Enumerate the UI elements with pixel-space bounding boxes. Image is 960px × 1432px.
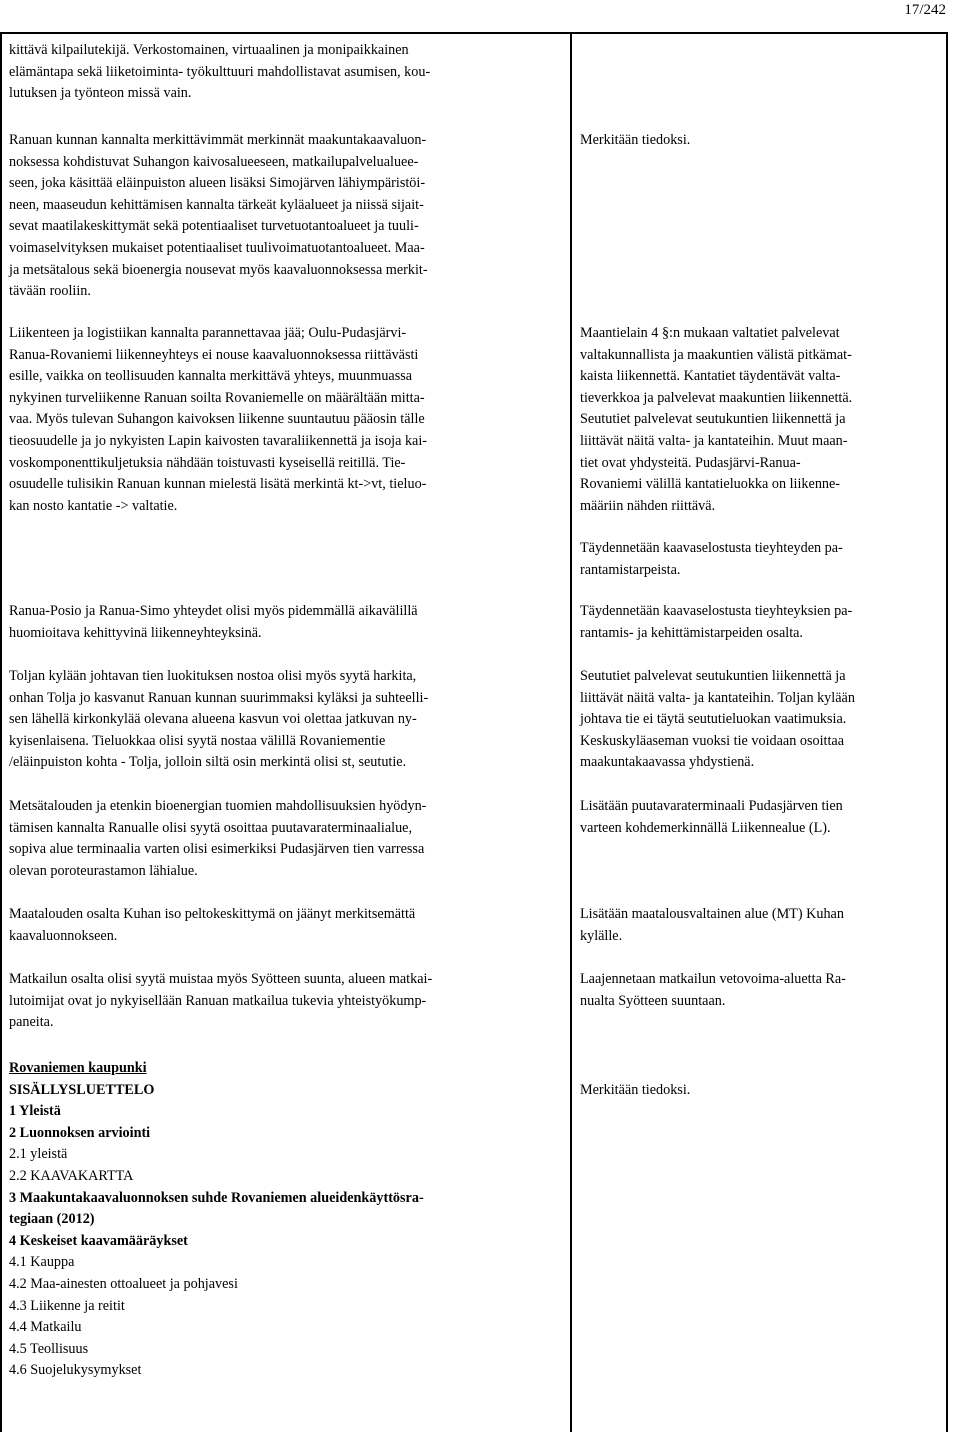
text-line: Lisätään puutavaraterminaali Pudasjärven tien (580, 798, 843, 814)
toc-item: 2.1 yleistä (9, 1146, 68, 1163)
text-line: nualta Syötteen suuntaan. (580, 992, 726, 1009)
toc-item: 4.1 Kauppa (9, 1254, 75, 1271)
text-line: Maantielain 4 §:n mukaan valtatiet palvelevat (580, 325, 840, 341)
column-divider (570, 32, 572, 1432)
text-line: olevan poroteurastamon lähialue. (9, 862, 198, 879)
text-line: tiet ovat yhdysteitä. Pudasjärvi-Ranua- (580, 454, 801, 471)
toc-item: 2 Luonnoksen arviointi (9, 1124, 151, 1141)
text-line: osuudelle tulisikin Ranuan kunnan mielestä lisätä merkintä kt->vt, tieluo- (9, 476, 427, 493)
text-line: kyisenlaisena. Tieluokkaa olisi syytä nostaa välillä Rovaniementie (9, 732, 386, 749)
text-line: onhan Tolja jo kasvanut Ranuan kunnan suurimmaksi kyläksi ja suhteelli- (9, 689, 429, 706)
row-3-left (9, 601, 564, 644)
text-line: valtakunnallista ja maakuntien välistä pitkämat- (580, 346, 852, 363)
text-line: kaista liikennettä. Kantatiet täydentävät valta- (580, 368, 841, 385)
text-line: varteen kohdemerkinnällä Liikennealue (L). (580, 819, 831, 836)
toc-heading: SISÄLLYSLUETTELO (9, 1081, 155, 1098)
text-line: Ranua-Posio ja Ranua-Simo yhteydet olisi myös pidemmällä aikavälillä (9, 603, 418, 619)
text-line: nykyinen turveliikenne Ranuan soilta Rovaniemelle on määrältään mitta- (9, 389, 425, 406)
toc-item: 4.6 Suojelukysymykset (9, 1362, 142, 1379)
text-line: Ranuan kunnan kannalta merkittävimmät merkinnät maakuntakaavaluon- (9, 132, 427, 148)
text-line: esille, vaikka on teollisuuden kannalta merkittävä yhteys, muunmuassa (9, 368, 413, 385)
text-line: ja metsätalous sekä bioenergia nousevat myös kaavaluonnoksessa merkit- (9, 261, 428, 278)
text-line: Merkitään tiedoksi. (580, 132, 691, 148)
text-line: voskomponenttikuljetuksia nähdään toistuvasti kyseisellä reitillä. Tie- (9, 454, 406, 471)
text-line: lutoimijat ovat jo nykyisellään Ranuan matkailua tukevia yhteistyökump- (9, 992, 427, 1009)
toc-city-title: Rovaniemen kaupunki (9, 1060, 147, 1076)
text-line: lutuksen ja työnteon missä vain. (9, 85, 192, 102)
row-6-left (9, 904, 564, 947)
text-line: tieverkkoa ja palvelevat maakuntien liikennettä. (580, 389, 853, 406)
toc-item: 2.2 KAAVAKARTTA (9, 1167, 134, 1184)
row-2-right-extra (580, 538, 945, 581)
text-line: Merkitään tiedoksi. (580, 1082, 691, 1098)
text-line: johtava tie ei täytä seututieluokan vaatimuksia. (580, 711, 847, 728)
row-4-right (580, 666, 945, 774)
row-0-left (9, 40, 564, 105)
row-6-right (580, 904, 945, 947)
text-line: voimaselvityksen mukaiset potentiaaliset tuulivoimatuotantoalueet. Maa- (9, 239, 425, 256)
toc-right (580, 1080, 945, 1102)
text-line: Laajennetaan matkailun vetovoima-aluetta Ra- (580, 971, 846, 987)
row-3-right (580, 601, 945, 644)
row-5-left (9, 796, 564, 882)
text-line: paneita. (9, 1014, 54, 1031)
text-line: liittävät näitä valta- ja kantateihin. Muut maan- (580, 432, 848, 449)
text-line: /eläinpuiston kohta - Tolja, jolloin siltä osin merkintä olisi st, seututie. (9, 754, 407, 771)
text-line: rantamistarpeista. (580, 561, 681, 578)
toc-item: 4.3 Liikenne ja reitit (9, 1297, 125, 1314)
text-line: kaavaluonnokseen. (9, 927, 118, 944)
row-7-right (580, 969, 945, 1012)
text-line: vaa. Myös tulevan Suhangon kaivoksen liikenne suuntautuu pääosin tälle (9, 411, 425, 428)
text-line: elämäntapa sekä liiketoiminta- työkulttuuri mahdollistavat asumisen, kou- (9, 63, 431, 80)
text-line: Liikenteen ja logistiikan kannalta parannettavaa jää; Oulu-Pudasjärvi- (9, 325, 407, 341)
text-line: Ranua-Rovaniemi liikenneyhteys ei nouse kaavaluonnoksessa riittävästi (9, 346, 419, 363)
text-line: seen, joka käsittää eläinpuiston alueen lisäksi Simojärven lähiympäristöi- (9, 175, 426, 192)
text-line: noksessa kohdistuvat Suhangon kaivosalueeseen, matkailupalvelualuee- (9, 153, 419, 170)
text-line: Keskuskyläaseman vuoksi tie voidaan osoittaa (580, 732, 844, 749)
text-line: Täydennetään kaavaselostusta tieyhteyksien pa- (580, 603, 853, 619)
text-line: maakuntakaavassa yhdystienä. (580, 754, 755, 771)
text-line: neen, maaseudun kehittämisen kannalta tärkeät kyläalueet ja niissä sijait- (9, 196, 424, 213)
text-line: liittävät näitä valta- ja kantateihin. Toljan kylään (580, 689, 855, 706)
toc-block (9, 1058, 564, 1382)
row-1-left (9, 130, 564, 303)
text-line: sen lähellä kirkonkylää olevana alueena kasvun voi olettaa jatkuvan ny- (9, 711, 417, 728)
toc-item: 4.5 Teollisuus (9, 1340, 89, 1357)
text-line: määriin nähden riittävä. (580, 497, 716, 514)
row-4-left (9, 666, 564, 774)
text-line: Metsätalouden ja etenkin bioenergian tuomien mahdollisuuksien hyödyn- (9, 798, 427, 814)
row-2-left (9, 323, 564, 517)
text-line: Seututiet palvelevat seutukuntien liikennettä ja (580, 411, 846, 428)
text-line: kittävä kilpailutekijä. Verkostomainen, virtuaalinen ja monipaikkainen (9, 42, 409, 58)
text-line: sopiva alue terminaalia varten olisi esimerkiksi Pudasjärven tien varressa (9, 841, 425, 858)
toc-item: 4.4 Matkailu (9, 1319, 82, 1336)
row-1-right (580, 130, 945, 152)
text-line: Lisätään maatalousvaltainen alue (MT) Kuhan (580, 906, 844, 922)
text-line: sevat maatilakeskittymät sekä potentiaaliset turvetuotantoalueet ja tuuli- (9, 218, 419, 235)
row-5-right (580, 796, 945, 839)
text-line: Seututiet palvelevat seutukuntien liikennettä ja (580, 668, 846, 684)
row-2-right (580, 323, 945, 517)
toc-item: tegiaan (2012) (9, 1211, 95, 1228)
text-line: tieosuudelle ja jo nykyisten Lapin kaivosten tavaraliikennettä ja isoja kai- (9, 432, 428, 449)
toc-item: 4.2 Maa-ainesten ottoalueet ja pohjavesi (9, 1275, 238, 1292)
text-line: kylälle. (580, 927, 623, 944)
toc-item: 3 Maakuntakaavaluonnoksen suhde Rovaniemen alueidenkäyttösra- (9, 1189, 424, 1206)
text-line: tävään rooliin. (9, 283, 91, 300)
text-line: Maatalouden osalta Kuhan iso peltokeskittymä on jäänyt merkitsemättä (9, 906, 416, 922)
text-line: tämisen kannalta Ranualle olisi syytä osoittaa puutavaraterminaalialue, (9, 819, 413, 836)
toc-item: 4 Keskeiset kaavamääräykset (9, 1232, 188, 1249)
toc-item: 1 Yleistä (9, 1103, 61, 1120)
text-line: rantamis- ja kehittämistarpeiden osalta. (580, 624, 803, 641)
text-line: Matkailun osalta olisi syytä muistaa myös Syötteen suunta, alueen matkai- (9, 971, 433, 987)
text-line: huomioitava kehittyvinä liikenneyhteyksinä. (9, 624, 262, 641)
text-line: Rovaniemi välillä kantatieluokka on liikenne- (580, 476, 841, 493)
page-number: 17/242 (904, 2, 946, 18)
row-7-left (9, 969, 564, 1034)
text-line: kan nosto kantatie -> valtatie. (9, 497, 178, 514)
text-line: Täydennetään kaavaselostusta tieyhteyden pa- (580, 540, 843, 556)
text-line: Toljan kylään johtavan tien luokituksen nostoa olisi myös syytä harkita, (9, 668, 417, 684)
